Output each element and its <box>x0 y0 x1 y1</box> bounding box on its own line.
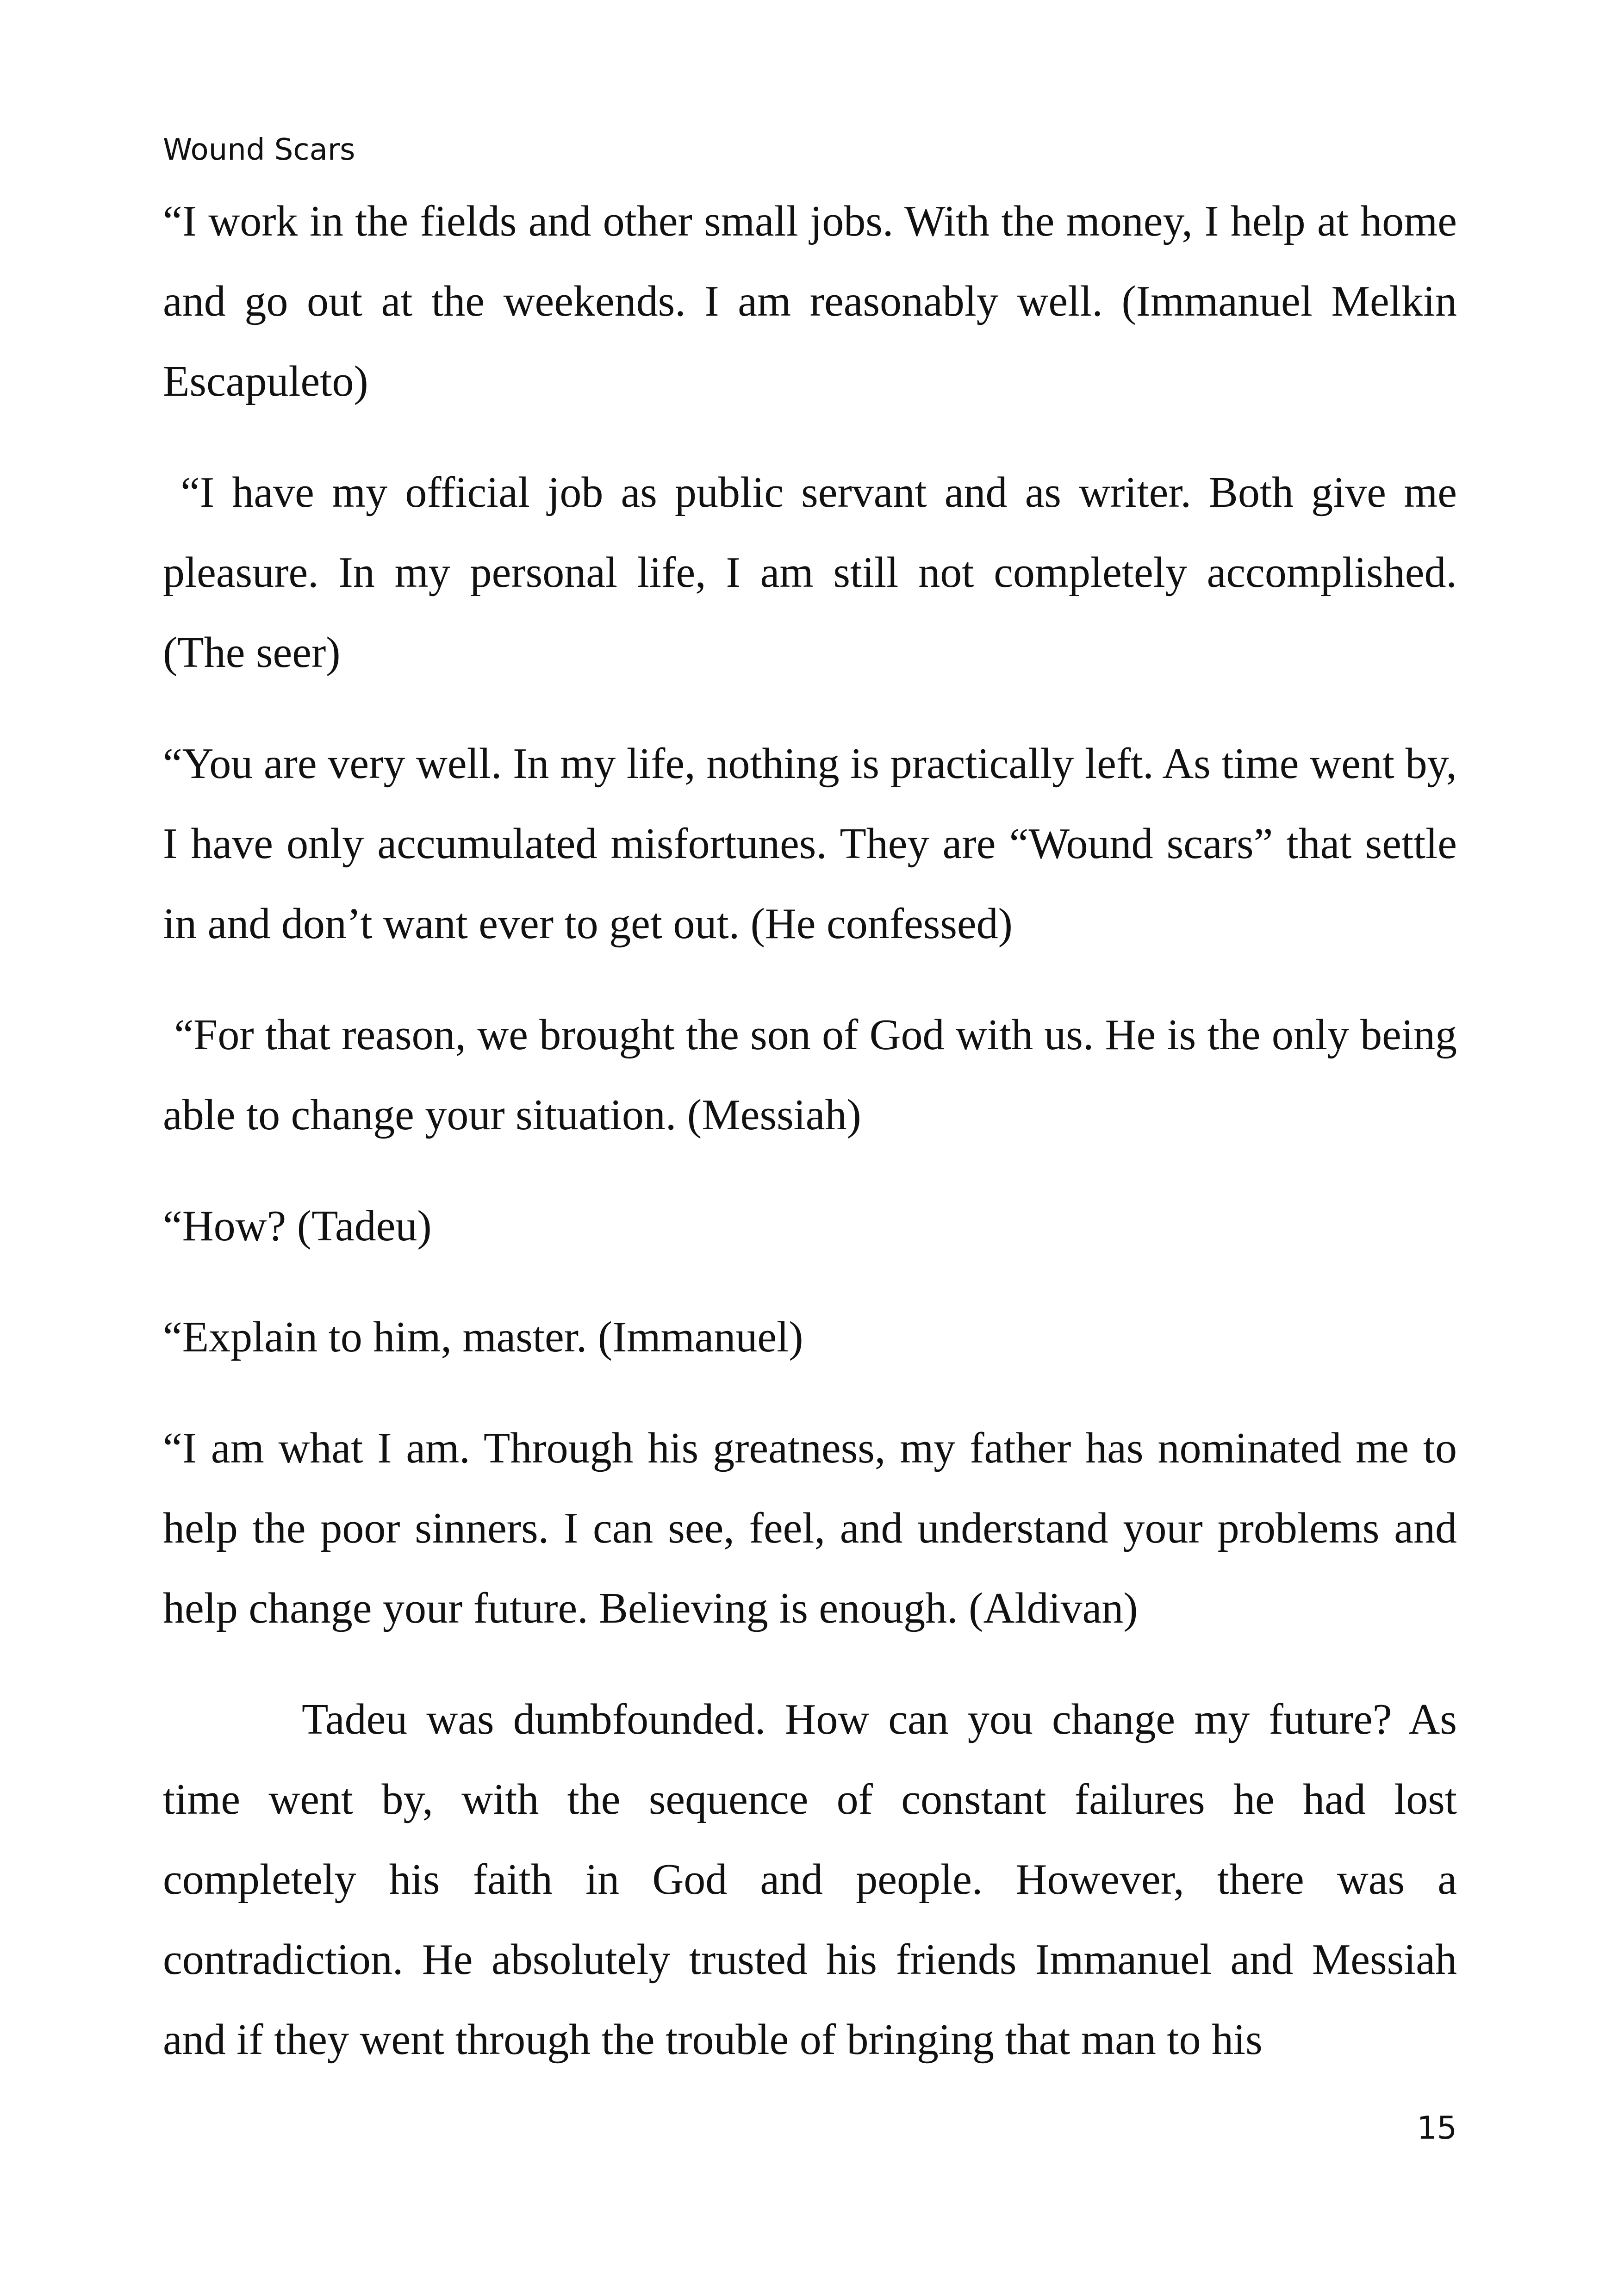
running-header-title: Wound Scars <box>163 133 355 167</box>
paragraph-narration: Tadeu was dumbfounded. How can you change my future? As time went by, with the sequence of constant failures he had lost completely his faith in God and people. However, there was a contradiction. He absolutely trusted his friends Immanuel and Messiah and if they went through the trouble of bringing that man to his <box>163 1695 1457 2064</box>
page-number: 15 <box>1417 2110 1457 2147</box>
paragraph-immanuel-reply: “I work in the fields and other small jobs. With the money, I help at home and go out at the weekends. I am reasonably well. (Immanuel Melkin Escapuleto) <box>163 197 1457 405</box>
paragraph-seer-reply: “I have my official job as public servant and as writer. Both give me pleasure. In my personal life, I am still not completely accomplished. (The seer) <box>163 468 1457 677</box>
paragraph-tadeu-confession: “You are very well. In my life, nothing is practically left. As time went by, I have only accumulated misfortunes. They are “Wound scars” that settle in and don’t want ever to get out. (He confessed) <box>163 740 1457 948</box>
paragraph-immanuel-request: “Explain to him, master. (Immanuel) <box>163 1313 803 1361</box>
paragraph-aldivan-reply: “I am what I am. Through his greatness, my father has nominated me to help the poor sinners. I can see, feel, and understand your problems and help change your future. Believing is enough. (Aldivan) <box>163 1424 1457 1632</box>
paragraph-messiah-reply: “For that reason, we brought the son of God with us. He is the only being able to change your situation. (Messiah) <box>163 1011 1457 1139</box>
paragraph-tadeu-question: “How? (Tadeu) <box>163 1202 432 1250</box>
body-text <box>163 181 1457 2080</box>
